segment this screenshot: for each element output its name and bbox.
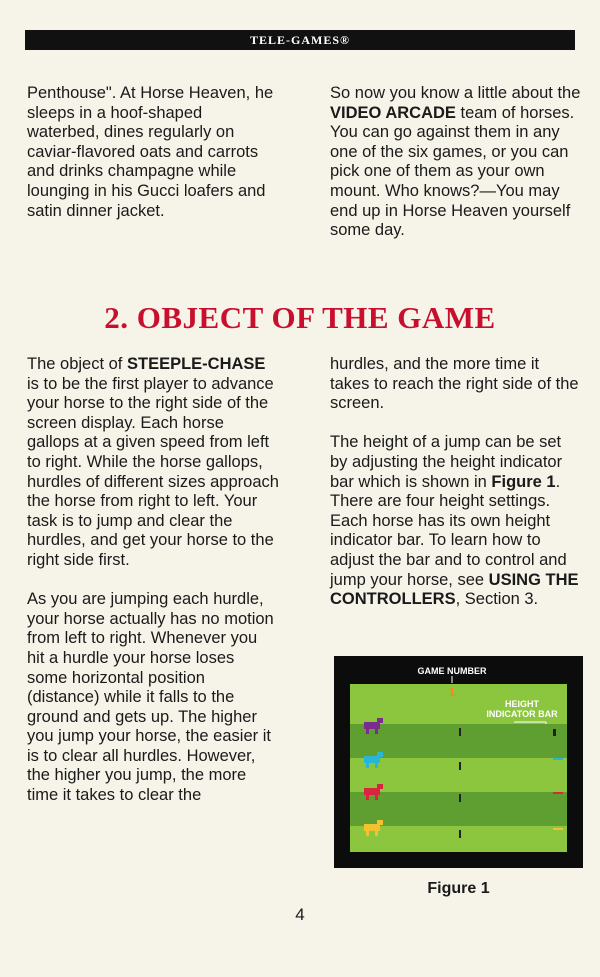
height-indicator-bar: [553, 792, 563, 794]
hurdle: [459, 762, 461, 770]
game-number-digit: 1: [448, 685, 456, 699]
paragraph: [27, 355, 279, 571]
page-header-bar: [25, 30, 575, 50]
left-column-mid: [27, 355, 279, 806]
bold-run: STEEPLE-CHASE: [126, 355, 266, 373]
left-column-top: [27, 84, 279, 221]
text-run: is to be the first player to advance your horse to the right side of the screen display. Each horse gallops at a given speed from left to right. While the horse gallops, hurdles of different sizes approach the horse from right to left. Your task is to jump and clear the hurdles, and get your horse to the right side first.: [27, 374, 279, 569]
text-run: The height of a jump can be set by adjusting the height indicator bar which is shown in: [330, 433, 563, 491]
hurdle: [459, 830, 461, 838]
paragraph: Penthouse". At Horse Heaven, he sleeps in a hoof-shaped waterbed, dines regularly on caviar-flavored oats and carrots and drinks champagne while lounging in his Gucci loafers and satin dinner jacket.: [27, 84, 274, 220]
page-number: 4: [295, 905, 305, 924]
text-run: team of horses. You can go against them in any one of the six games, or you can pick one of them as your own mount. Who knows?—You may end up in Horse Heaven yourself some day.: [330, 103, 575, 240]
header-title: TELE-GAMES®: [250, 32, 350, 47]
right-column-mid: [330, 355, 582, 610]
text-run: The object of: [27, 355, 127, 373]
height-indicator-bar: [553, 828, 563, 830]
height-indicator-bar: [553, 729, 556, 736]
text-run: . There are four height settings. Each horse has its own height indicator bar. To learn how to adjust the bar and to control and jump your horse, see: [330, 472, 567, 589]
bold-run: VIDEO ARCADE: [330, 103, 456, 122]
label-game-number: GAME NUMBER: [417, 666, 487, 676]
label-indicator-bar: INDICATOR BAR: [486, 709, 558, 719]
paragraph: As you are jumping each hurdle, your horse actually has no motion from left to right. Whenever you hit a hurdle your horse loses some horizontal position (distance) while it falls to the ground and gets up. The higher you jump your horse, the easier it is to clear all hurdles. However, the higher you jump, the more time it takes to clear the: [27, 590, 274, 805]
game-screen-illustration: [334, 656, 583, 868]
text-run: , Section 3.: [455, 590, 539, 609]
label-height: HEIGHT: [504, 699, 540, 709]
paragraph: [330, 84, 582, 241]
figure-caption: Figure 1: [427, 880, 490, 897]
hurdle: [459, 728, 461, 736]
paragraph: [330, 433, 582, 609]
text-run: So now you know a little about the: [330, 84, 581, 102]
right-column-top: [330, 84, 582, 241]
figure-game-screen: [334, 656, 583, 868]
height-indicator-bar: [553, 758, 563, 760]
section-title: 2. OBJECT OF THE GAME: [104, 300, 496, 335]
bold-run: USING THE CONTROLLERS: [330, 570, 579, 609]
lane-4: [350, 826, 567, 852]
paragraph: hurdles, and the more time it takes to reach the right side of the screen.: [330, 355, 579, 413]
bold-run: Figure 1: [491, 472, 556, 491]
hurdle: [459, 794, 461, 802]
